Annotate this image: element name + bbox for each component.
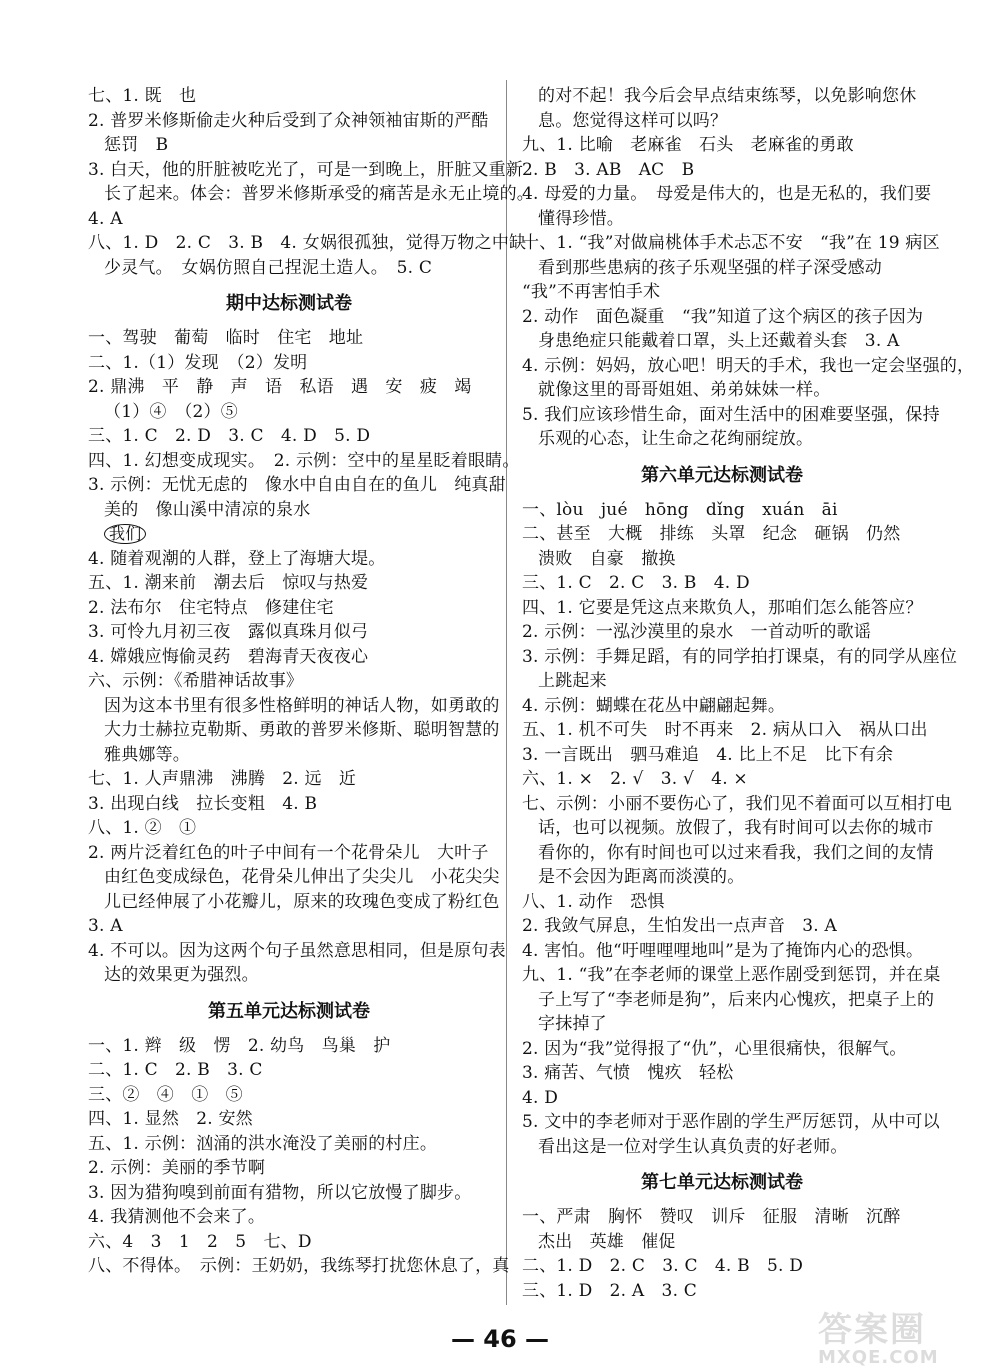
answer-line: 看出这是一位对学生认真负责的好老师。 (538, 1136, 848, 1157)
answer-line: 2. 鼎沸 平 静 声 语 私语 遇 安 疲 竭 (88, 377, 472, 397)
right-column (522, 84, 975, 1303)
answer-line: 4. A (88, 208, 123, 229)
answer-line: 惩罚 B (104, 135, 169, 155)
answer-line: 5. 我们应该珍惜生命，面对生活中的困难要坚强，保持 (522, 404, 940, 425)
answer-line: 3. 示例：手舞足蹈，有的同学拍打课桌，有的同学从座位 (522, 646, 958, 667)
handwritten-annotation: 我们 (104, 524, 146, 544)
watermark-bottom: MXQE.COM (818, 1347, 939, 1368)
right-block-3 (522, 1205, 922, 1303)
answer-line: 雅典娜等。 (104, 744, 190, 765)
answer-line: 上跳起来 (538, 671, 607, 691)
section-heading-midterm: 期中达标测试卷 (226, 293, 352, 314)
answer-line: 达的效果更为强烈。 (104, 965, 259, 985)
answer-line: 美的 像山溪中清凉的泉水 (104, 499, 311, 520)
answer-line: 七、1. 人声鼎沸 沸腾 2. 远 近 (88, 769, 357, 789)
answer-line: 七、1. 既 也 (88, 86, 197, 106)
answer-line: 3. 出现白线 拉长变粗 4. B (88, 793, 318, 814)
answer-line: 3. 一言既出 驷马难追 4. 比上不足 比下有余 (522, 744, 894, 765)
answer-line: 六、4 3 1 2 5 七、D (88, 1231, 312, 1252)
answer-line: 4. 不可以。因为这两个句子虽然意思相同，但是原句表 (88, 940, 506, 961)
answer-line: 2. B 3. AB AC B (522, 159, 695, 180)
answer-line: 乐观的心态，让生命之花绚丽绽放。 (538, 429, 814, 449)
answer-line: 二、1. C 2. B 3. C (88, 1060, 263, 1080)
right-block-1 (522, 84, 975, 452)
answer-line: 三、② ④ ① ⑤ (88, 1084, 243, 1105)
answer-line: 因为这本书里有很多性格鲜明的神话人物，如勇敢的 (104, 695, 500, 716)
answer-line: 3. 因为猎狗嗅到前面有猎物，所以它放慢了脚步。 (88, 1182, 472, 1203)
left-column (88, 84, 534, 1279)
section-heading-unit5: 第五单元达标测试卷 (208, 1000, 370, 1022)
answer-line: 话，也可以视频。放假了，我有时间可以去你的城市 (538, 818, 934, 838)
answer-line: 一、驾驶 葡萄 临时 住宅 地址 (88, 328, 364, 348)
answer-line: 看到那些患病的孩子乐观坚强的样子深受感动 (538, 257, 882, 278)
answer-line: 就像这里的哥哥姐姐、弟弟妹妹一样。 (538, 380, 831, 400)
answer-line: 看你的，你有时间也可以过来看我，我们之间的友情 (538, 842, 934, 863)
watermark-top: 答案圈 (818, 1310, 926, 1350)
answer-line: 4. 示例：蝴蝶在花丛中翩翩起舞。 (522, 695, 786, 716)
answer-line: 一、1. 辫 级 愣 2. 幼鸟 鸟巢 护 (88, 1035, 391, 1056)
answer-line: 4. 我猜测他不会来了。 (88, 1207, 266, 1227)
answer-line: 2. 普罗米修斯偷走火种后受到了众神领袖宙斯的严酷 (88, 110, 489, 131)
answer-line: 九、1. “我”在李老师的课堂上恶作剧受到惩罚，并在桌 (522, 965, 941, 985)
answer-line: 2. 我敛气屏息，生怕发出一点声音 3. A (522, 916, 837, 936)
answer-line: 字抹掉了 (538, 1014, 607, 1034)
answer-line: 二、1.（1）发现 （2）发明 (88, 352, 308, 373)
answer-line: 八、不得体。 示例：王奶奶，我练琴打扰您休息了，真 (88, 1256, 510, 1276)
answer-line: 2. 示例：美丽的季节啊 (88, 1158, 266, 1178)
answer-line: 懂得珍惜。 (538, 208, 624, 229)
answer-line: 溃败 自豪 撤换 (538, 548, 676, 569)
answer-line: 4. 随着观潮的人群，登上了海塘大堤。 (88, 548, 386, 569)
handwritten-annotation-line (88, 522, 490, 547)
answer-line: 大力士赫拉克勒斯、勇敢的普罗米修斯、聪明智慧的 (104, 720, 500, 740)
answer-line: 3. 示例：无忧无虑的 像水中自由自在的鱼儿 纯真甜 (88, 475, 506, 495)
answer-line: 长了起来。体会：普罗米修斯承受的痛苦是永无止境的。 (104, 184, 534, 204)
answer-line: 一、严肃 胸怀 赞叹 训斥 征服 清晰 沉醉 (522, 1207, 901, 1227)
answer-line: 2. 两片泛着红色的叶子中间有一个花骨朵儿 大叶子 (88, 842, 489, 863)
answer-line: 二、甚至 大概 排练 头罩 纪念 砸锅 仍然 (522, 524, 901, 544)
answer-line: 三、1. D 2. A 3. C (522, 1280, 697, 1301)
answer-line: 由红色变成绿色，花骨朵儿伸出了尖尖儿 小花尖尖 (104, 867, 500, 887)
answer-line: 六、示例：《希腊神话故事》 (88, 671, 304, 691)
answer-line: 五、1. 示例：汹涌的洪水淹没了美丽的村庄。 (88, 1133, 438, 1154)
answer-line: 四、1. 它要是凭这点来欺负人，那咱们怎么能答应？ (522, 597, 923, 618)
answer-line: 五、1. 机不可失 时不再来 2. 病从口入 祸从口出 (522, 720, 928, 740)
left-block-2 (88, 326, 520, 988)
answer-line: 的对不起！我今后会早点结束练琴，以免影响您休 (538, 86, 917, 106)
answer-line: 八、1. D 2. C 3. B 4. 女娲很孤独，觉得万物之中缺 (88, 233, 527, 253)
answer-line: 3. 白天，他的肝脏被吃光了，可是一到晚上，肝脏又重新 (88, 159, 524, 180)
watermark-logo (818, 1312, 994, 1368)
answer-line: 5. 文中的李老师对于恶作剧的学生严厉惩罚，从中可以 (522, 1112, 940, 1132)
answer-line: 2. 示例：一泓沙漠里的泉水 一首动听的歌谣 (522, 622, 872, 642)
answer-line: 身患绝症只能戴着口罩，头上还戴着头套 3. A (538, 331, 900, 351)
answer-line: 息。您觉得这样可以吗？ (538, 110, 728, 131)
left-block-1 (88, 84, 534, 280)
page-number: — 46 — (450, 1325, 550, 1353)
answer-line: 2. 因为“我”觉得报了“仇”，心里很痛快，很解气。 (522, 1038, 907, 1059)
answer-line: 十、1. “我”对做扁桃体手术忐忑不安 “我”在 19 病区 (522, 233, 940, 253)
column-divider (506, 80, 507, 1305)
left-block-3 (88, 1034, 510, 1279)
right-block-2 (522, 498, 958, 1160)
section-heading-unit6: 第六单元达标测试卷 (641, 464, 803, 486)
answer-line: 九、1. 比喻 老麻雀 石头 老麻雀的勇敢 (522, 135, 854, 155)
answer-line: 三、1. C 2. C 3. B 4. D (522, 573, 750, 593)
answer-line: 3. 痛苦、气愤 愧疚 轻松 (522, 1063, 734, 1083)
answer-line: 八、1. 动作 恐惧 (522, 891, 665, 912)
answer-line: 六、1. × 2. √ 3. √ 4. × (522, 769, 748, 789)
answer-line: 4. D (522, 1087, 559, 1108)
answer-line: 八、1. ② ① (88, 818, 197, 838)
answer-line: 少灵气。 女娲仿照自己捏泥土造人。 5. C (104, 257, 433, 278)
answer-line: （1）④ （2）⑤ (104, 401, 238, 422)
answer-line: 2. 法布尔 住宅特点 修建住宅 (88, 597, 334, 618)
answer-line: 杰出 英雄 催促 (538, 1231, 676, 1252)
answer-line: 五、1. 潮来前 潮去后 惊叹与热爱 (88, 573, 369, 593)
answer-line: 三、1. C 2. D 3. C 4. D 5. D (88, 426, 371, 446)
answer-line: 四、1. 显然 2. 安然 (88, 1109, 253, 1129)
answer-line: 4. 母爱的力量。 母爱是伟大的，也是无私的，我们要 (522, 184, 932, 204)
answer-line: “我”不再害怕手术 (522, 282, 661, 302)
answer-line: 是不会因为距离而淡漠的。 (538, 867, 745, 887)
answer-line: 4. 嫦娥应悔偷灵药 碧海青天夜夜心 (88, 646, 369, 667)
answer-line: 七、示例：小丽不要伤心了，我们见不着面可以互相打电 (522, 793, 952, 814)
answer-line: 儿已经伸展了小花瓣儿，原来的玫瑰色变成了粉红色 (104, 891, 500, 912)
answer-line: 3. A (88, 916, 123, 936)
answer-line: 子上写了“李老师是狗”，后来内心愧疚，把桌子上的 (538, 989, 935, 1010)
answer-line: 4. 示例：妈妈，放心吧！明天的手术，我也一定会坚强的， (522, 355, 975, 376)
answer-line: 一、lòu jué hōng dǐng xuán āi (522, 499, 838, 520)
answer-line: 二、1. D 2. C 3. C 4. B 5. D (522, 1256, 804, 1276)
answer-line: 4. 害怕。他“吁哩哩哩地叫”是为了掩饰内心的恐惧。 (522, 940, 924, 961)
answer-line: 3. 可怜九月初三夜 露似真珠月似弓 (88, 622, 369, 642)
section-heading-unit7: 第七单元达标测试卷 (641, 1172, 803, 1193)
answer-line: 2. 动作 面色凝重 “我”知道了这个病区的孩子因为 (522, 306, 924, 327)
answer-line: 四、1. 幻想变成现实。 2. 示例：空中的星星眨着眼睛。 (88, 450, 520, 471)
